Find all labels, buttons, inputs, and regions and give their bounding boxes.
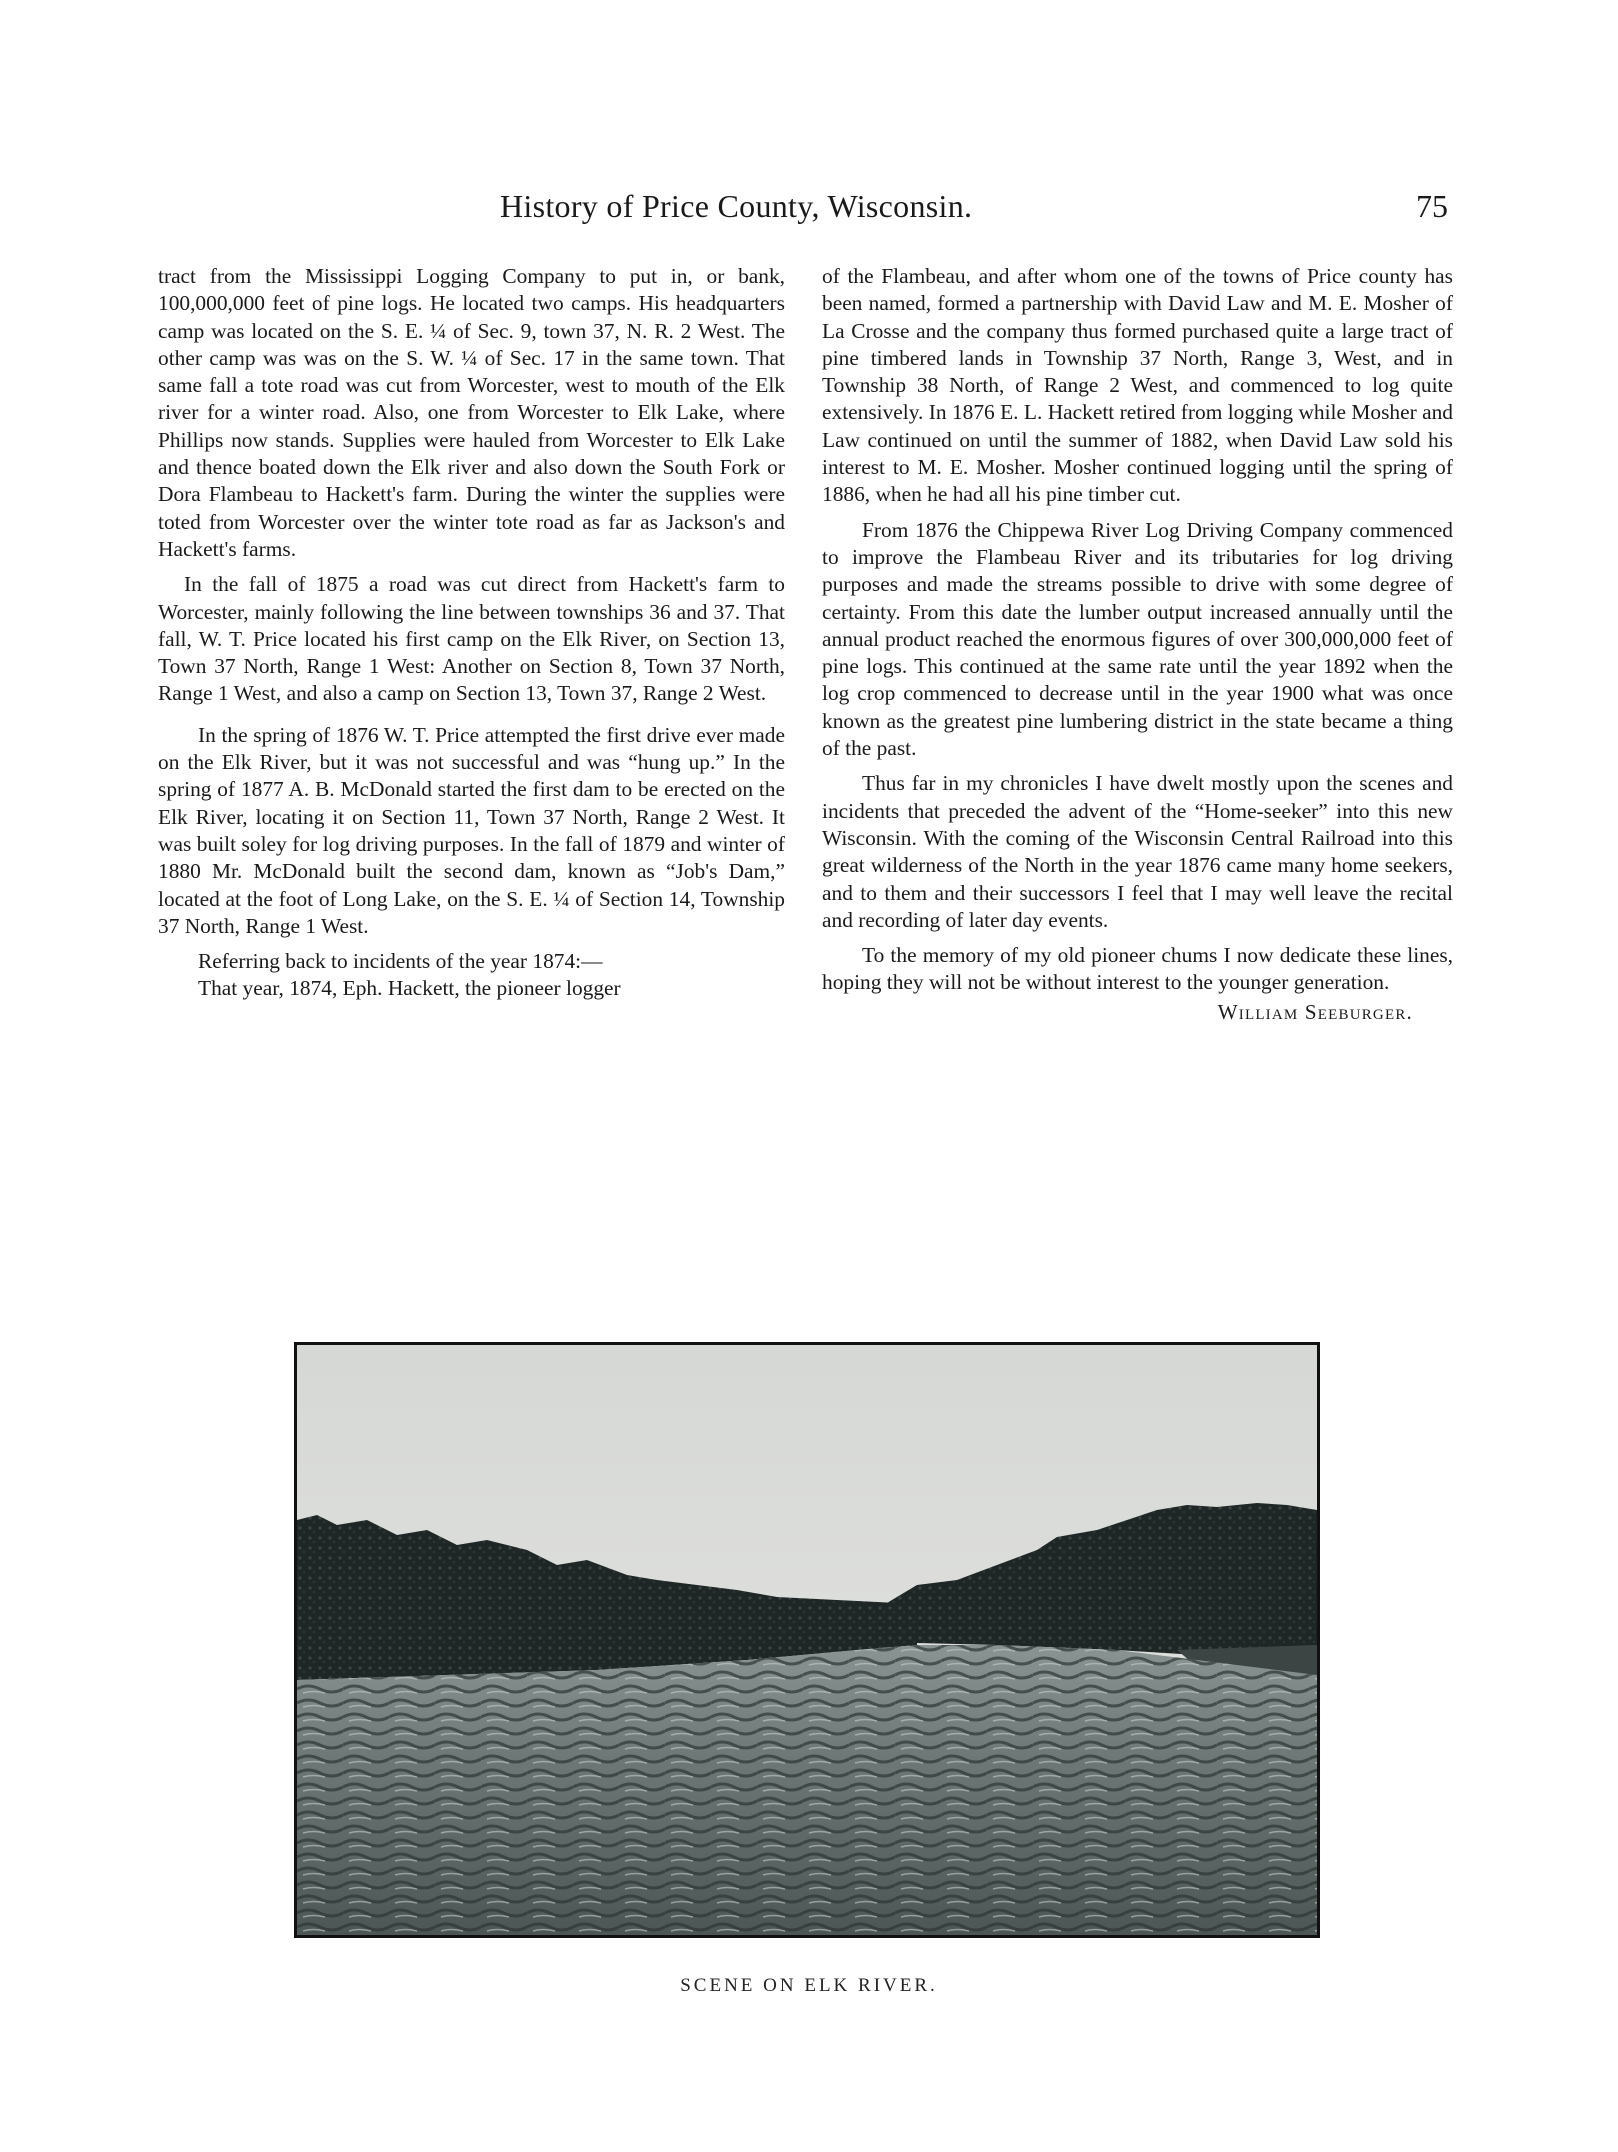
page-header (500, 188, 1460, 228)
paragraph: In the spring of 1876 W. T. Price attempted the first drive ever made on the Elk River, but it was not successful and was “hung up.” In the spring of 1877 A. B. McDonald started the first dam to be erected on the Elk River, locating it on Section 11, Town 37 North, Range 2 West. It was built soley for log driving purposes. In the fall of 1879 and winter of 1880 Mr. McDonald built the second dam, known as “Job's Dam,” located at the foot of Long Lake, on the S. E. ¼ of Section 14, Township 37 North, Range 1 West. (158, 722, 785, 938)
paragraph: tract from the Mississippi Logging Company to put in, or bank, 100,000,000 feet of pine logs. He located two camps. His headquarters camp was located on the S. E. ¼ of Sec. 9, town 37, N. R. 2 West. The other camp was was on the S. W. ¼ of Sec. 17 in the same town. That same fall a tote road was cut from Worcester, west to mouth of the Elk river for a winter road. Also, one from Worcester to Elk Lake, where Phillips now stands. Supplies were hauled from Worcester to Elk Lake and thence boated down the Elk river and also down the South Fork or Dora Flambeau to Hackett's farm. During the winter the supplies were toted from Worcester over the winter tote road as far as Jackson's and Hackett's farms. (158, 264, 785, 561)
right-column (822, 263, 1453, 1026)
paragraph: Thus far in my chronicles I have dwelt mostly upon the scenes and incidents that preceded the advent of the “Home-seeker” into this new Wisconsin. With the coming of the Wisconsin Central Railroad into this great wilderness of the North in the year 1876 came many home seekers, and to them and their successors I feel that I may well leave the recital and recording of later day events. (822, 771, 1453, 932)
figure-caption: SCENE ON ELK RIVER. (680, 1975, 938, 1996)
running-title: History of Price County, Wisconsin. (500, 188, 973, 224)
river-scene-image (297, 1345, 1317, 1935)
paragraph: In the fall of 1875 a road was cut direct from Hackett's farm to Worcester, mainly following the line between townships 36 and 37. That fall, W. T. Price located his first camp on the Elk River, on Section 13, Town 37 North, Range 1 West: Another on Section 8, Town 37 North, Range 1 West, and also a camp on Section 13, Town 37, Range 2 West. (158, 572, 785, 706)
author-signature: William Seeburger. (1217, 999, 1413, 1024)
paragraph: From 1876 the Chippewa River Log Driving Company commenced to improve the Flambeau River and its tributaries for log driving purposes and made the streams possible to drive with some degree of certainty. From this date the lumber output increased annually until the annual product reached the enormous figures of over 300,000,000 feet of pine logs. This continued at the same rate until the year 1892 when the log crop commenced to decrease until in the year 1900 what was once known as the greatest pine lumbering district in the state became a thing of the past. (822, 517, 1453, 761)
paragraph: of the Flambeau, and after whom one of the towns of Price county has been named, formed a partnership with David Law and M. E. Mosher of La Crosse and the company thus formed purchased quite a large tract of pine timbered lands in Township 37 North, Range 3, West, and in Township 38 North, of Range 2 West, and commenced to log quite extensively. In 1876 E. L. Hackett retired from logging while Mosher and Law continued on until the summer of 1882, when David Law sold his interest to M. E. Mosher. Mosher continued logging until the spring of 1886, when he had all his pine timber cut. (822, 264, 1453, 507)
paragraph: That year, 1874, Eph. Hackett, the pioneer logger (198, 976, 621, 1001)
paragraph: Referring back to incidents of the year 1874:— (198, 949, 603, 974)
river-photograph (294, 1342, 1320, 1938)
page-number: 75 (1416, 188, 1448, 224)
left-column (158, 263, 785, 1003)
paragraph: To the memory of my old pioneer chums I now dedicate these lines, hoping they will not be without interest to the younger generation. (822, 943, 1453, 995)
